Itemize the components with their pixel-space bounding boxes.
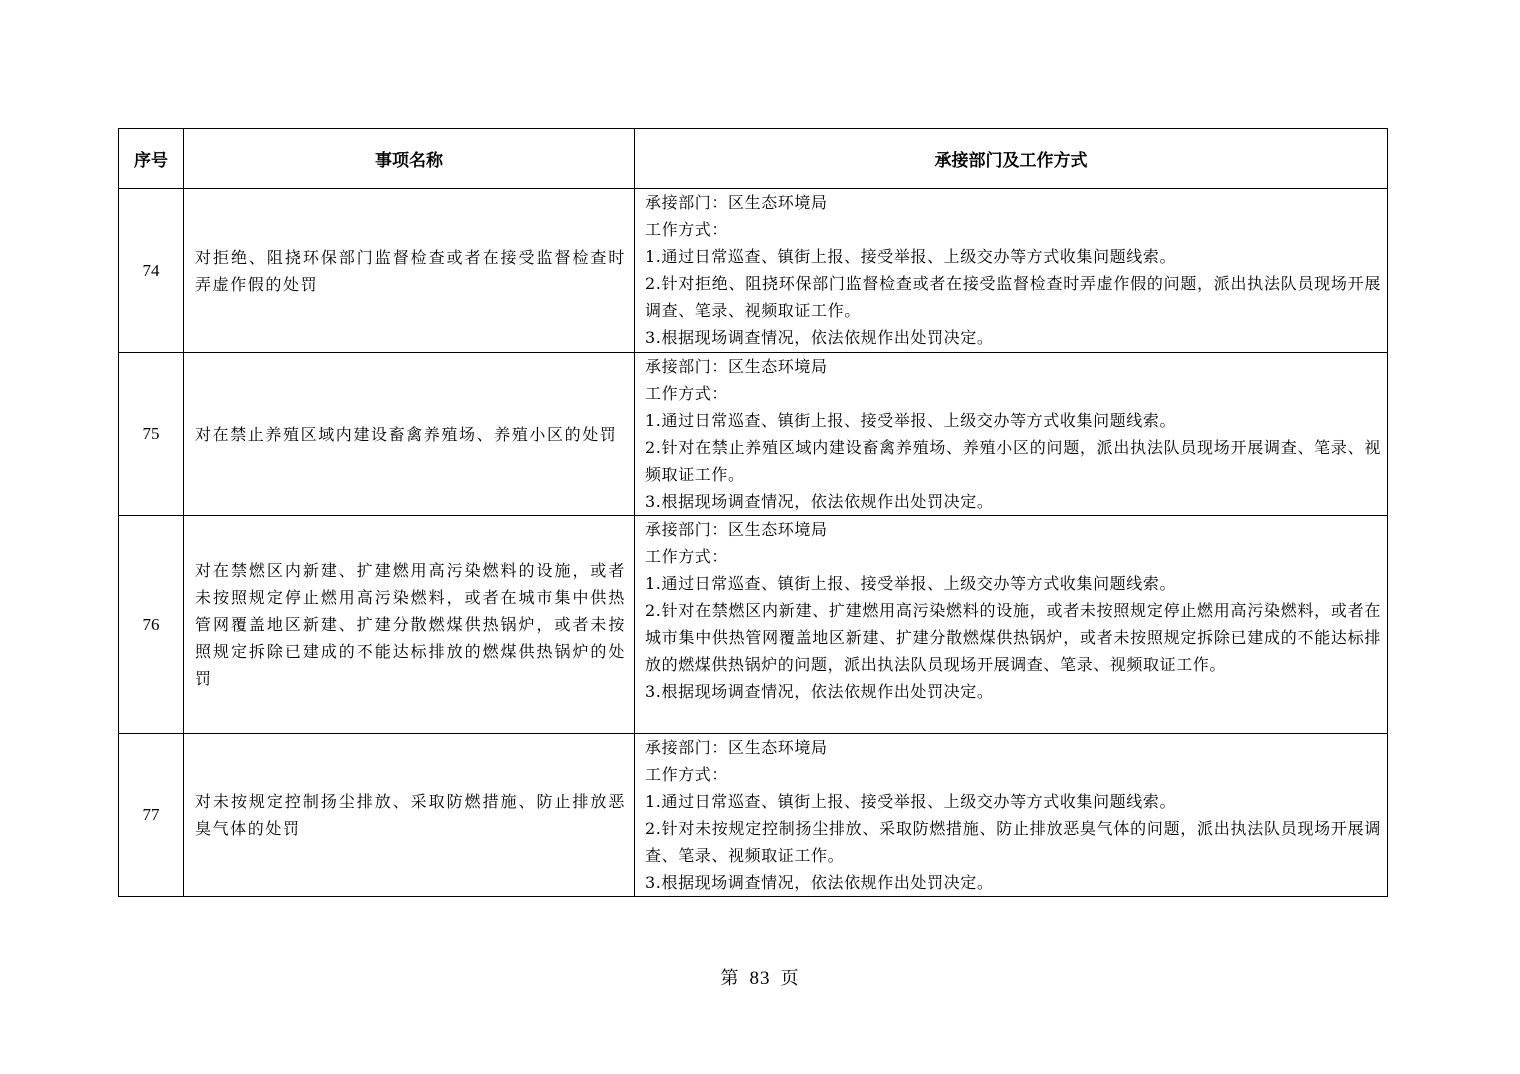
header-seq: 序号 (119, 129, 184, 189)
table-row (119, 189, 1388, 353)
page-footer (0, 964, 1520, 990)
method-step-2: 2.针对拒绝、阻挠环保部门监督检查或者在接受监督检查时弄虚作假的问题，派出执法队员现场开展调查、笔录、视频取证工作。 (645, 274, 1381, 320)
method-title: 工作方式： (645, 220, 729, 239)
method-step-2: 2.针对在禁止养殖区域内建设畜禽养殖场、养殖小区的问题，派出执法队员现场开展调查、笔录、视频取证工作。 (645, 438, 1381, 484)
method-step-3: 3.根据现场调查情况，依法依规作出处罚决定。 (645, 492, 994, 511)
row-name: 对在禁燃区内新建、扩建燃用高污染燃料的设施，或者未按照规定停止燃用高污染燃料，或者在城市集中供热管网覆盖地区新建、扩建分散燃煤供热锅炉，或者未按照规定拆除已建成的不能达标排放的燃煤供热锅炉的处罚 (184, 516, 635, 734)
method-title: 工作方式： (645, 765, 729, 784)
method-step-3: 3.根据现场调查情况，依法依规作出处罚决定。 (645, 682, 994, 701)
page-number: 83 (749, 968, 771, 989)
row-seq: 76 (119, 516, 184, 734)
row-seq: 75 (119, 353, 184, 516)
method-step-2: 2.针对未按规定控制扬尘排放、采取防燃措施、防止排放恶臭气体的问题，派出执法队员现场开展调查、笔录、视频取证工作。 (645, 819, 1381, 865)
method-step-3: 3.根据现场调查情况，依法依规作出处罚决定。 (645, 873, 994, 892)
row-method (635, 353, 1388, 516)
table-row (119, 734, 1388, 897)
method-title: 工作方式： (645, 547, 729, 566)
method-step-3: 3.根据现场调查情况，依法依规作出处罚决定。 (645, 328, 994, 347)
method-step-1: 1.通过日常巡查、镇街上报、接受举报、上级交办等方式收集问题线索。 (645, 247, 1177, 266)
matters-table (118, 128, 1388, 897)
row-name: 对在禁止养殖区域内建设畜禽养殖场、养殖小区的处罚 (184, 353, 635, 516)
row-name: 对未按规定控制扬尘排放、采取防燃措施、防止排放恶臭气体的处罚 (184, 734, 635, 897)
row-name: 对拒绝、阻挠环保部门监督检查或者在接受监督检查时弄虚作假的处罚 (184, 189, 635, 353)
method-step-1: 1.通过日常巡查、镇街上报、接受举报、上级交办等方式收集问题线索。 (645, 792, 1177, 811)
footer-suffix: 页 (780, 968, 800, 989)
method-step-2: 2.针对在禁燃区内新建、扩建燃用高污染燃料的设施，或者未按照规定停止燃用高污染燃料，或者在城市集中供热管网覆盖地区新建、扩建分散燃煤供热锅炉，或者未按照规定拆除已建成的不能达标排放的燃煤供热锅炉的问题，派出执法队员现场开展调查、笔录、视频取证工作。 (645, 601, 1381, 674)
method-dept: 承接部门：区生态环境局 (645, 738, 828, 757)
method-title: 工作方式： (645, 384, 729, 403)
method-step-1: 1.通过日常巡查、镇街上报、接受举报、上级交办等方式收集问题线索。 (645, 411, 1177, 430)
footer-prefix: 第 (720, 968, 740, 989)
table-row (119, 353, 1388, 516)
row-seq: 74 (119, 189, 184, 353)
header-method: 承接部门及工作方式 (635, 129, 1388, 189)
row-method (635, 734, 1388, 897)
table-row (119, 516, 1388, 734)
method-dept: 承接部门：区生态环境局 (645, 520, 828, 539)
row-method (635, 516, 1388, 734)
row-method (635, 189, 1388, 353)
method-step-1: 1.通过日常巡查、镇街上报、接受举报、上级交办等方式收集问题线索。 (645, 574, 1177, 593)
method-dept: 承接部门：区生态环境局 (645, 193, 828, 212)
table-header-row (119, 129, 1388, 189)
row-seq: 77 (119, 734, 184, 897)
header-name: 事项名称 (184, 129, 635, 189)
method-dept: 承接部门：区生态环境局 (645, 357, 828, 376)
